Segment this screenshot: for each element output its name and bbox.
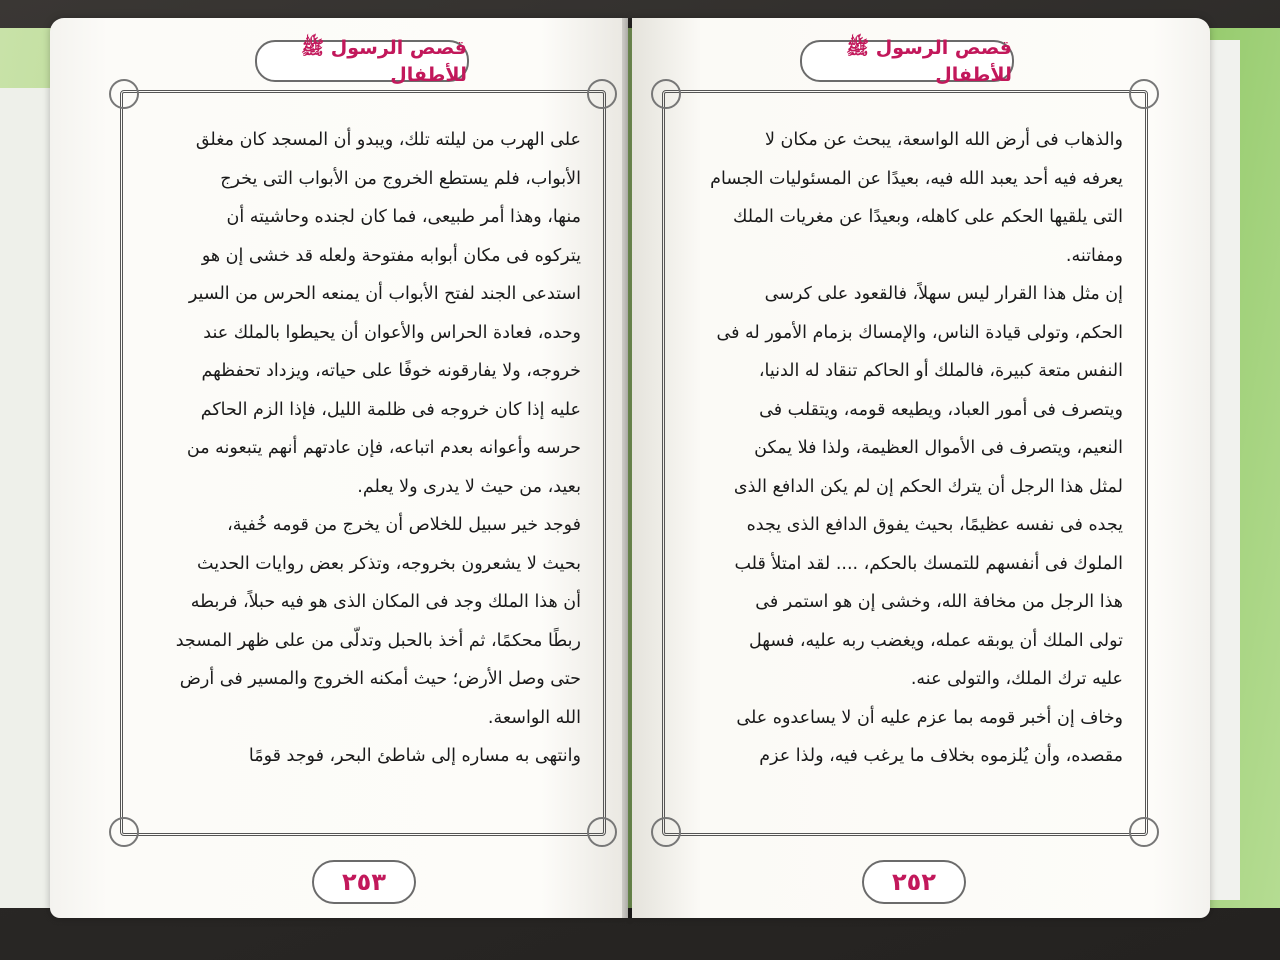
page-number: ٢٥٢ — [862, 860, 966, 904]
text-line: الملوك فى أنفسهم للتمسك بالحكم، .... لقد امتلأ قلب — [734, 553, 1123, 574]
ornamental-frame — [120, 90, 606, 836]
text-line: إن مثل هذا القرار ليس سهلاً، فالقعود على كرسى — [764, 284, 1123, 304]
text-line: بعيد، من حيث لا يدرى ولا يعلم. — [357, 476, 581, 497]
open-book — [50, 18, 1210, 918]
text-line: النفس متعة كبيرة، فالملك أو الحاكم تنقاد له الدنيا، — [758, 361, 1123, 381]
right-page — [632, 18, 1210, 918]
frame-corner-ornament — [651, 817, 681, 847]
text-line: عليه ترك الملك، والتولى عنه. — [910, 669, 1123, 689]
page-text — [687, 121, 1123, 776]
text-line: حرسه وأعوانه بعدم اتباعه، فإن عادتهم أنهم يتبعونه من — [186, 438, 581, 458]
text-line: أن هذا الملك وجد فى المكان الذى هو فيه حبلاً، فربطه — [190, 592, 581, 612]
text-line: والذهاب فى أرض الله الواسعة، يبحث عن مكان لا — [765, 130, 1123, 150]
text-line: استدعى الجند لفتح الأبواب أن يمنعه الحرس من السير — [188, 284, 581, 304]
text-line: عليه إذا كان خروجه فى ظلمة الليل، فإذا الزم الحاكم — [200, 399, 581, 420]
text-line: مقصده، وأن يُلزموه بخلاف ما يرغب فيه، ولذا عزم — [759, 746, 1123, 766]
page-text — [145, 121, 581, 776]
ornamental-frame — [662, 90, 1148, 836]
text-line: الحكم، وتولى قيادة الناس، والإمساك بزمام الأمور له فى — [716, 322, 1123, 343]
frame-corner-ornament — [587, 79, 617, 109]
text-line: وخاف إن أخبر قومه بما عزم عليه أن لا يساعدوه على — [736, 707, 1123, 728]
text-line: وانتهى به مساره إلى شاطئ البحر، فوجد قومًا — [248, 746, 581, 766]
text-line: الله الواسعة. — [487, 707, 581, 728]
text-line: الأبواب، فلم يستطع الخروج من الأبواب التى يخرج — [220, 168, 581, 189]
text-line: هذا الرجل من مخافة الله، وخشى إن هو استمر فى — [755, 592, 1123, 612]
text-line: لمثل هذا الرجل أن يترك الحكم إن لم يكن الدافع الذى — [733, 476, 1123, 497]
text-line: على الهرب من ليلته تلك، ويبدو أن المسجد كان مغلق — [195, 130, 581, 150]
text-line: يعرفه فيه أحد يعبد الله فيه، بعيدًا عن المسئوليات الجسام — [710, 168, 1123, 189]
text-line: النعيم، ويتصرف فى الأموال العظيمة، ولذا فلا يمكن — [754, 438, 1123, 458]
text-line: يتركوه فى مكان أبوابه مفتوحة ولعله قد خشى إن هو — [201, 245, 581, 266]
page-header-title: قصص الرسول ﷺ للأطفال — [800, 40, 1014, 82]
text-line: حتى وصل الأرض؛ حيث أمكنه الخروج والمسير فى أرض — [179, 669, 581, 689]
page-header-title: قصص الرسول ﷺ للأطفال — [255, 40, 469, 82]
text-line: بحيث لا يشعرون بخروجه، وتذكر بعض روايات الحديث — [197, 553, 581, 574]
text-line: وحده، فعادة الحراس والأعوان أن يحيطوا بالملك عند — [203, 322, 581, 343]
text-line: تولى الملك أن يوبقه عمله، ويغضب ربه عليه، فسهل — [749, 630, 1123, 651]
text-line: ربطًا محكمًا، ثم أخذ بالحبل وتدلّى من على ظهر المسجد — [175, 630, 581, 651]
text-line: التى يلقيها الحكم على كاهله، وبعيدًا عن مغريات الملك — [733, 207, 1123, 227]
text-line: يجده فى نفسه عظيمًا، بحيث يفوق الدافع الذى يجده — [746, 515, 1123, 535]
text-line: ومفاتنه. — [1065, 245, 1123, 266]
text-line: منها، وهذا أمر طبيعى، فما كان لجنده وحاشيته أن — [226, 207, 581, 227]
page-number: ٢٥٣ — [312, 860, 416, 904]
frame-corner-ornament — [109, 817, 139, 847]
text-line: ويتصرف فى أمور العباد، ويطيعه قومه، ويتقلب فى — [759, 399, 1123, 420]
text-line: فوجد خير سبيل للخلاص أن يخرج من قومه خُفية، — [227, 515, 581, 535]
text-line: خروجه، ولا يفارقونه خوفًا على حياته، ويزداد تحفظهم — [201, 361, 581, 381]
frame-corner-ornament — [1129, 79, 1159, 109]
left-page — [50, 18, 628, 918]
